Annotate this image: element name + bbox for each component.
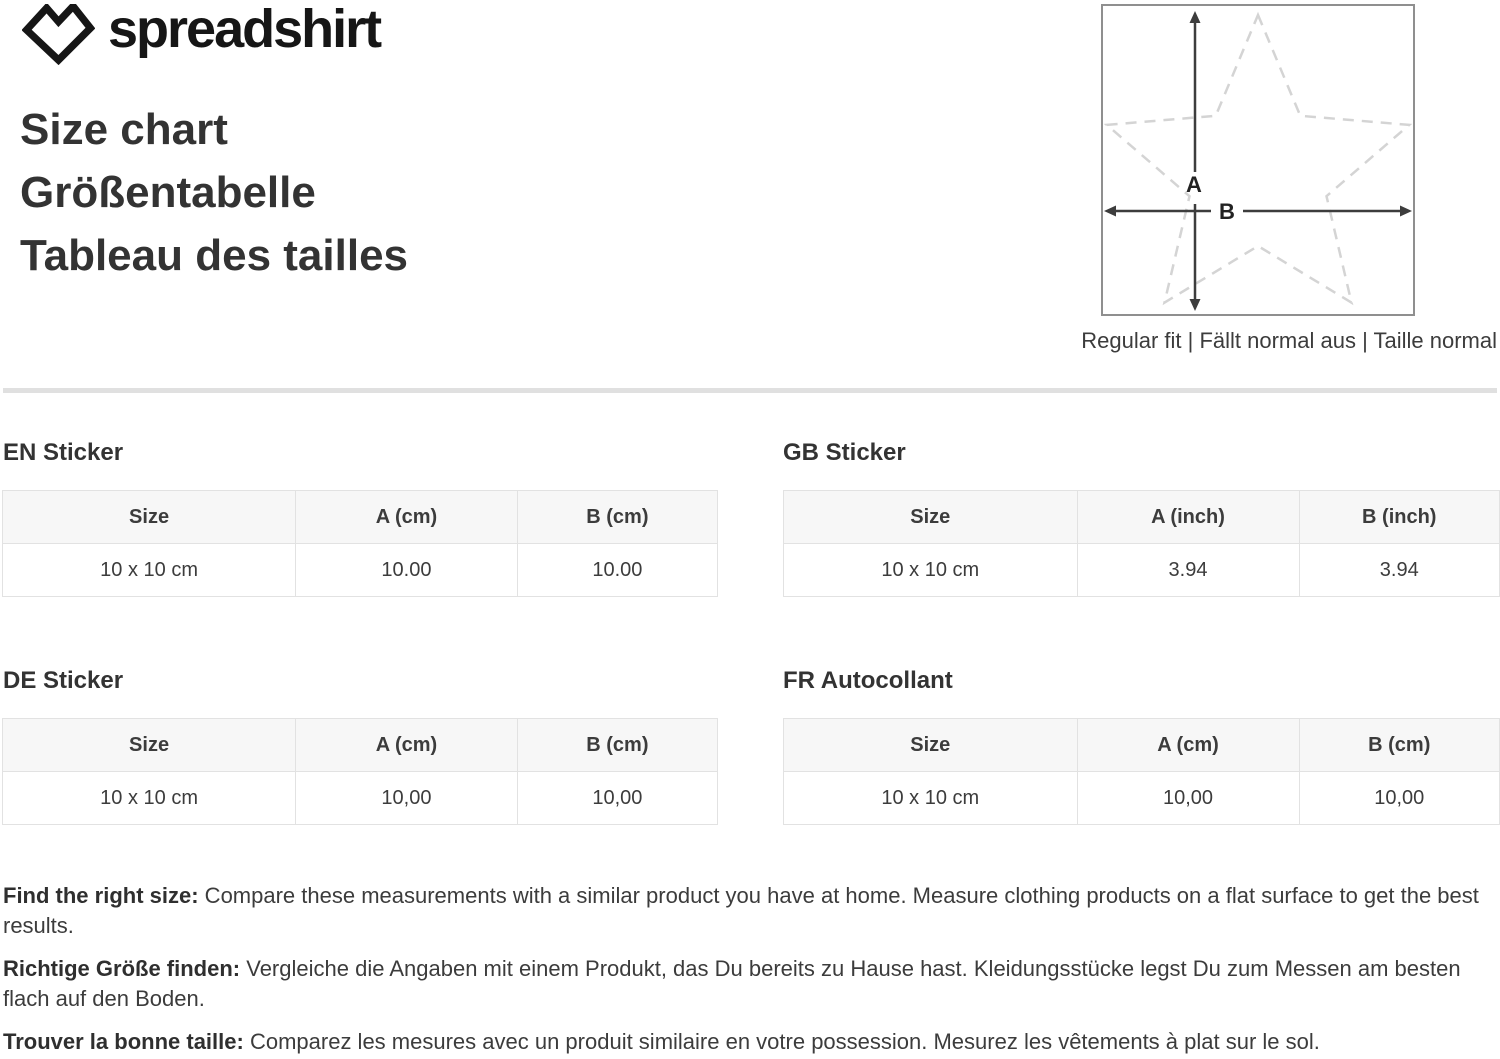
- column-header-size: Size: [784, 719, 1078, 772]
- column-header-size: Size: [3, 719, 296, 772]
- cell-a: 10,00: [296, 772, 518, 825]
- cell-a: 10.00: [296, 544, 518, 597]
- cell-a: 3.94: [1077, 544, 1299, 597]
- size-table-fr: [783, 718, 1500, 825]
- cell-b: 10,00: [1299, 772, 1500, 825]
- table-header-row: [784, 719, 1500, 772]
- table-row: [3, 544, 718, 597]
- help-paragraph-fr: [3, 1027, 1495, 1057]
- size-table-en: [2, 490, 718, 597]
- help-lead-de: Richtige Größe finden:: [3, 956, 241, 981]
- table-header-row: [3, 491, 718, 544]
- cell-b: 10,00: [517, 772, 717, 825]
- cell-size: 10 x 10 cm: [3, 772, 296, 825]
- column-header-b: B (cm): [517, 491, 717, 544]
- brand-wordmark: spreadshirt: [108, 0, 381, 59]
- table-header-row: [784, 491, 1500, 544]
- cell-size: 10 x 10 cm: [784, 544, 1078, 597]
- column-header-a: A (cm): [296, 491, 518, 544]
- section-title-de-sticker: DE Sticker: [3, 667, 124, 694]
- help-text-fr: Comparez les mesures avec un produit similaire en votre possession. Mesurez les vêtements à plat sur le sol.: [243, 1029, 1320, 1054]
- column-header-a: A (cm): [1077, 719, 1299, 772]
- cell-a: 10,00: [1077, 772, 1299, 825]
- column-header-b: B (inch): [1299, 491, 1500, 544]
- help-lead-en: Find the right size:: [3, 883, 199, 908]
- column-header-b: B (cm): [517, 719, 717, 772]
- cell-size: 10 x 10 cm: [784, 772, 1078, 825]
- section-title-gb-sticker: GB Sticker: [783, 439, 906, 466]
- section-title-en-sticker: EN Sticker: [3, 439, 124, 466]
- diagram-label-a: A: [1186, 172, 1202, 197]
- page-title-de: Größentabelle: [20, 168, 316, 217]
- table-row: [3, 772, 718, 825]
- section-divider: [3, 388, 1497, 393]
- measurement-diagram: [1101, 4, 1415, 316]
- page-title-en: Size chart: [20, 105, 228, 154]
- help-text-de: Vergleiche die Angaben mit einem Produkt, das Du bereits zu Hause hast. Kleidungsstücke legst Du zum Messen am besten flach auf den Boden.: [3, 956, 1461, 1011]
- column-header-a: A (cm): [296, 719, 518, 772]
- table-row: [784, 772, 1500, 825]
- section-title-fr-autocollant: FR Autocollant: [783, 667, 953, 694]
- diagram-label-b: B: [1219, 199, 1235, 224]
- size-table-gb: [783, 490, 1500, 597]
- size-table-de: [2, 718, 718, 825]
- page-title: [20, 98, 408, 287]
- fit-caption: Regular fit | Fällt normal aus | Taille normal: [1081, 328, 1497, 353]
- cell-b: 3.94: [1299, 544, 1500, 597]
- cell-size: 10 x 10 cm: [3, 544, 296, 597]
- help-paragraph-en: [3, 881, 1495, 941]
- help-paragraph-de: [3, 954, 1495, 1014]
- column-header-b: B (cm): [1299, 719, 1500, 772]
- help-lead-fr: Trouver la bonne taille:: [3, 1029, 244, 1054]
- cell-b: 10.00: [517, 544, 717, 597]
- table-row: [784, 544, 1500, 597]
- help-text-en: Compare these measurements with a similar product you have at home. Measure clothing products on a flat surface to get the best results.: [3, 883, 1479, 938]
- heart-icon: [22, 4, 95, 65]
- column-header-a: A (inch): [1077, 491, 1299, 544]
- column-header-size: Size: [784, 491, 1078, 544]
- page-title-fr: Tableau des tailles: [20, 231, 409, 280]
- column-header-size: Size: [3, 491, 296, 544]
- table-header-row: [3, 719, 718, 772]
- footer-help-text: [3, 881, 1495, 1059]
